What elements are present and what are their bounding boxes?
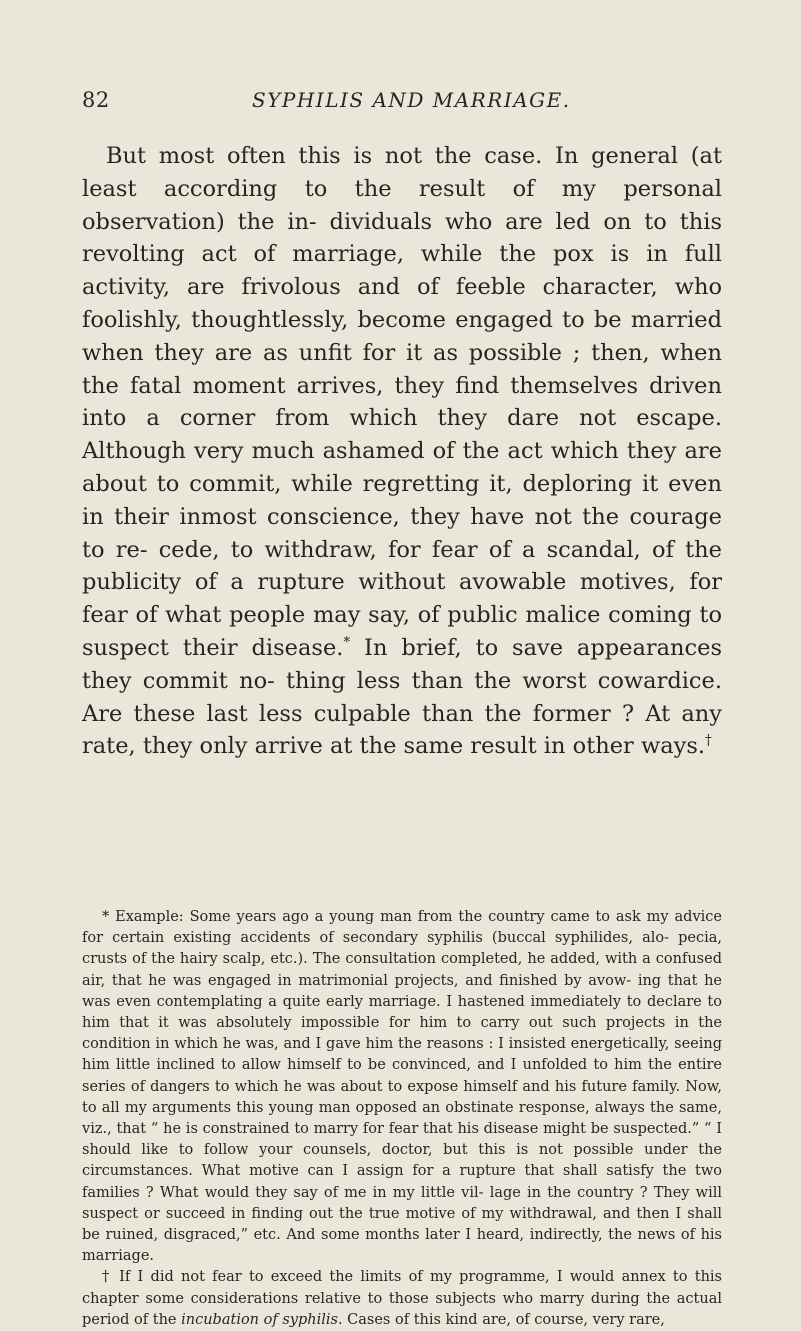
footnote-mark-2: † [705,732,712,749]
footnote-1: * Example: Some years ago a young man from the country came to ask my advice for certain existing accidents of secondary syphilis (buccal syphilides, alo- pecia, crusts of the hairy scalp, etc.). The consultation completed, he added, with a confused air, that he was engaged in matrimonial projects, and finished by avow- ing that he was even contemplating a quite early marriage. I hastened immediately to declare to him that it was absolutely impossible for him to carry out such projects in the condition in which he was, and I gave him the reasons : I insisted energetically, seeing him little inclined to allow himself to be convinced, and I unfolded to him the entire series of dangers to which he was about to expose himself and his future family. Now, to all my arguments this young man opposed an obstinate response, always the same, viz., that “ he is constrained to marry for fear that his disease might be suspected.” “ I should like to follow your counsels, doctor, but this is not possible under the circumstances. What motive can I assign for a rupture that shall satisfy the two families ? What would they say of me in my little vil- lage in the country ? They will suspect or succeed in finding out the true motive of my withdrawal, and then I shall be ruined, disgraced,” etc. And some months later I heard, indirectly, the news of his marriage. [82,909,722,1265]
page-number: 82 [82,88,110,112]
paragraph-text-part-1: But most often this is not the case. In general (at least according to the result of my personal observation) the in- dividuals who are led on to this revolting act of marriage, while the pox is in full activity, are frivolous and of feeble character, who foolishly, thoughtlessly, become engaged to be married when they are as unfit for it as possible ; then, when the fatal moment arrives, they find themselves driven into a corner from which they dare not escape. Although very much ashamed of the act which they are about to commit, while regretting it, deploring it even in their inmost conscience, they have not the courage to re- cede, to withdraw, for fear of a scandal, of the publicity of a rupture without avowable motives, for fear of what people may say, of public malice coming to suspect their disease. [82,143,722,661]
footnote-2-italic-term: incubation of syphilis. [181,1311,343,1328]
footnote-mark-1: * [343,634,351,651]
footnote-2 [82,1267,722,1331]
paragraph-text-part-2: In brief, to save appearances they commit no- thing less than the worst cowardice. Are these last less culpable than the former ? At any rate, they only arrive at the same result in other ways. [82,634,722,760]
footnotes [82,907,722,1331]
body-paragraph [82,140,722,763]
footnote-2-text-part-2: Cases of this kind are, of course, very rare, [342,1311,665,1328]
running-head [0,88,801,118]
running-title: SYPHILIS AND MARRIAGE. [252,88,571,112]
footnote-2-text-part-1: † If I did not fear to exceed the limits of my programme, I would annex to this chapter some considerations relative to those subjects who marry during the actual period of the [82,1269,722,1328]
main-text [82,140,722,763]
